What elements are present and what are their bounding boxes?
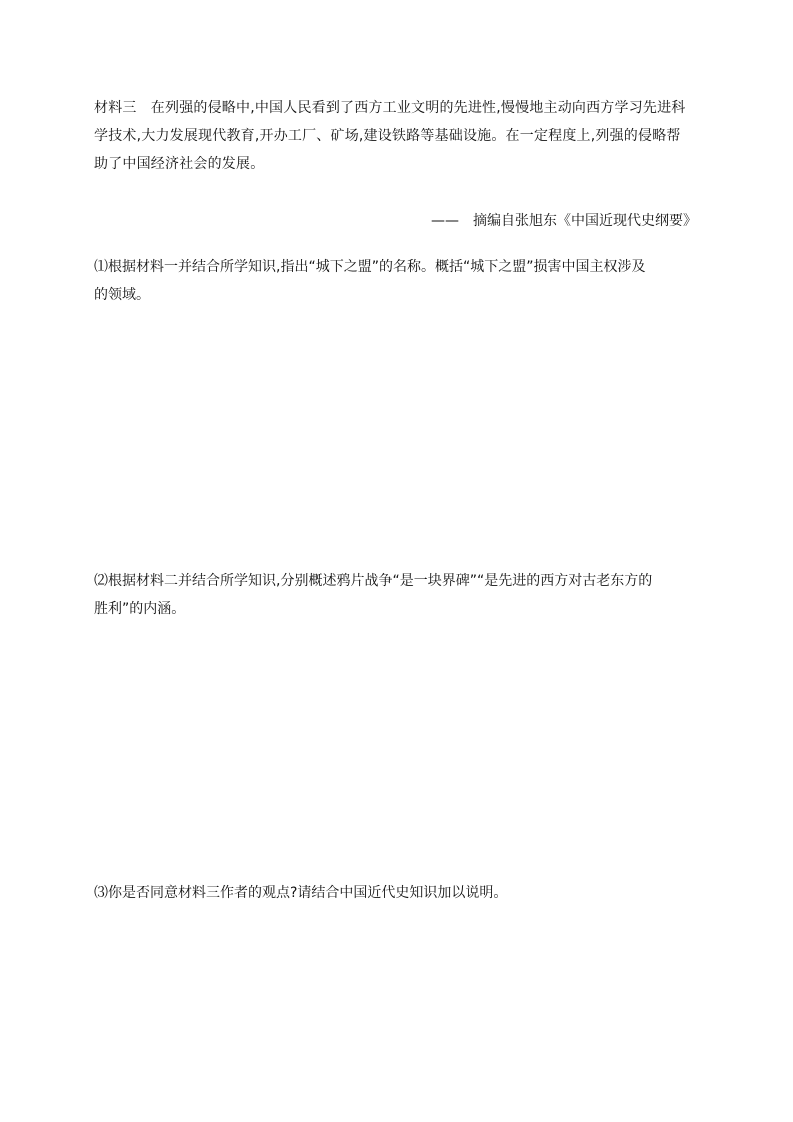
material-three-line-1: 材料三 在列强的侵略中,中国人民看到了西方工业文明的先进性,慢慢地主动向西方学习先进科 — [94, 100, 686, 116]
question-2-line-2: 胜利”的内涵。 — [94, 601, 186, 617]
material-three-source: —— 摘编自张旭东《中国近现代史纲要》 — [431, 213, 697, 229]
material-three-line-3: 助了中国经济社会的发展。 — [94, 156, 265, 172]
material-three-paragraph — [94, 98, 686, 182]
question-2-line-1: ⑵根据材料二并结合所学知识,分别概述鸦片战争“是一块界碑”“是先进的西方对古老东方的 — [94, 573, 653, 589]
material-three-line-2: 学技术,大力发展现代教育,开办工厂、矿场,建设铁路等基础设施。在一定程度上,列强的侵略帮 — [94, 128, 681, 144]
question-1-line-1: ⑴根据材料一并结合所学知识,指出“城下之盟”的名称。概括“城下之盟”损害中国主权涉及 — [94, 259, 646, 275]
question-1 — [94, 257, 699, 313]
question-3 — [94, 883, 699, 911]
question-1-line-2: 的领域。 — [94, 287, 150, 303]
question-3-line-1: ⑶你是否同意材料三作者的观点?请结合中国近代史知识加以说明。 — [94, 885, 508, 901]
question-2 — [94, 571, 699, 627]
